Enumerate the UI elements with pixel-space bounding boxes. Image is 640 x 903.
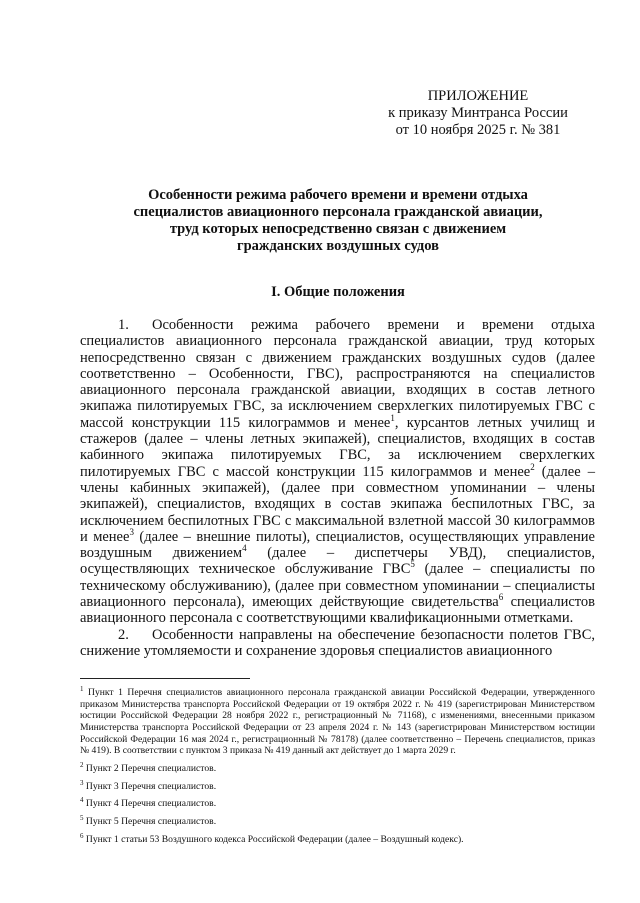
paragraph-1 <box>80 317 595 627</box>
paragraph-text: (далее – диспетчеры УВД), специалистов, осуществляющих техническое обслуживание ГВС <box>80 545 595 578</box>
footnote-2 <box>80 760 595 775</box>
footnote-mark: 2 <box>80 760 84 769</box>
paragraph-text: специалистов авиационного персонала с соответствующими квалификационными отметками. <box>80 594 595 627</box>
footnote-ref: 6 <box>498 592 504 603</box>
footnote-mark: 4 <box>80 796 84 805</box>
footnote-6 <box>80 831 595 846</box>
footnotes <box>80 684 595 849</box>
footnote-ref: 5 <box>410 559 415 570</box>
document-body <box>80 317 595 659</box>
footnote-text: Пункт 1 Перечня специалистов авиационного персонала гражданской авиации Российской Федерации, утвержденного приказом Министерства транспорта Российской Федерации от 19 октября 2022 г. № 419 (зарегистрирован Министерством юстиции Российской Федерации 28 ноября 2022 г., регистрационный № 71168), с изменениями, внесенными приказом Министерства транспорта Российской Федерации от 23 апреля 2024 г. № 143 (зарегистрирован Министерством юстиции Российской Федерации 16 мая 2024 г., регистрационный № 78178) (далее соответственно – Перечень специалистов, приказ № 419). В соответствии с пунктом 3 приказа № 419 данный акт действует до 1 марта 2029 г. <box>80 687 595 757</box>
title-line-3: труд которых непосредственно связан с движением <box>169 221 507 237</box>
appendix-order-line: к приказу Минтранса России <box>388 105 568 121</box>
title-line-2: специалистов авиационного персонала гражданской авиации, <box>133 204 543 220</box>
appendix-date-line: от 10 ноября 2025 г. № 381 <box>395 122 561 138</box>
footnote-mark: 6 <box>80 831 84 840</box>
footnote-mark: 3 <box>80 778 84 787</box>
footnote-1 <box>80 684 595 757</box>
footnote-mark: 5 <box>80 814 84 823</box>
footnote-ref: 1 <box>390 412 395 423</box>
footnote-text: Пункт 4 Перечня специалистов. <box>85 798 217 810</box>
appendix-header <box>378 88 578 139</box>
footnote-3 <box>80 778 595 793</box>
paragraph-2 <box>80 627 595 660</box>
paragraph-number: 2. <box>118 626 129 643</box>
footnote-text: Пункт 2 Перечня специалистов. <box>85 762 217 774</box>
footnote-4 <box>80 795 595 810</box>
footnote-text: Пункт 3 Перечня специалистов. <box>85 780 217 792</box>
paragraph-number: 1. <box>118 317 129 333</box>
footnote-separator <box>80 678 250 679</box>
paragraph-text: Особенности режима рабочего времени и времени отдыха специалистов авиационного персонала гражданской авиации, труд которых непосредственно связан с движением гражданских воздушных судов (далее соответственно – Особенности, ГВС), распространяются на специалистов авиационного персонала гражданской авиации, входящих в состав летного экипажа пилотируемых ГВС, за исключением сверхлегких пилотируемых ГВС с массой конструкции 115 килограммов и менее <box>80 317 595 431</box>
title-line-4: гражданских воздушных судов <box>237 238 439 254</box>
title-line-1: Особенности режима рабочего времени и времени отдыха <box>148 187 528 203</box>
paragraph-text: Особенности направлены на обеспечение безопасности полетов ГВС, снижение утомляемости и сохранение здоровья специалистов авиационного <box>80 626 595 659</box>
paragraph-text: , курсантов летных училищ и стажеров (далее – члены летных экипажей), специалистов, входящих в состав кабинного экипажа пилотируемых ГВС, за исключением сверхлегких пилотируемых ГВС с массой конструкции 115 килограммов и менее <box>80 414 596 480</box>
footnote-text: Пункт 5 Перечня специалистов. <box>85 816 217 828</box>
section-heading: I. Общие положения <box>271 284 405 300</box>
footnote-ref: 2 <box>530 461 535 472</box>
footnote-text: Пункт 1 статьи 53 Воздушного кодекса Российской Федерации (далее – Воздушный кодекс). <box>85 834 464 846</box>
paragraph-text: (далее – члены кабинных экипажей), (далее при совместном упоминании – члены экипажей), специалистов, входящих в состав экипажа беспилотных ГВС, за исключением беспилотных ГВС с максимальной взлетной массой 30 килограммов и менее <box>80 463 595 545</box>
document-title <box>96 187 580 255</box>
footnote-mark: 1 <box>80 685 84 693</box>
paragraph-text: (далее – внешние пилоты), специалистов, осуществляющих управление воздушным движением <box>80 528 595 562</box>
footnote-ref: 4 <box>242 543 247 554</box>
appendix-title: ПРИЛОЖЕНИЕ <box>427 88 529 104</box>
footnote-5 <box>80 813 595 828</box>
paragraph-text: (далее – специалисты по техническому обслуживанию), (далее при совместном упоминании – специалисты авиационного персонала), имеющих действующие свидетельства <box>80 561 595 611</box>
footnote-ref: 3 <box>129 527 134 538</box>
